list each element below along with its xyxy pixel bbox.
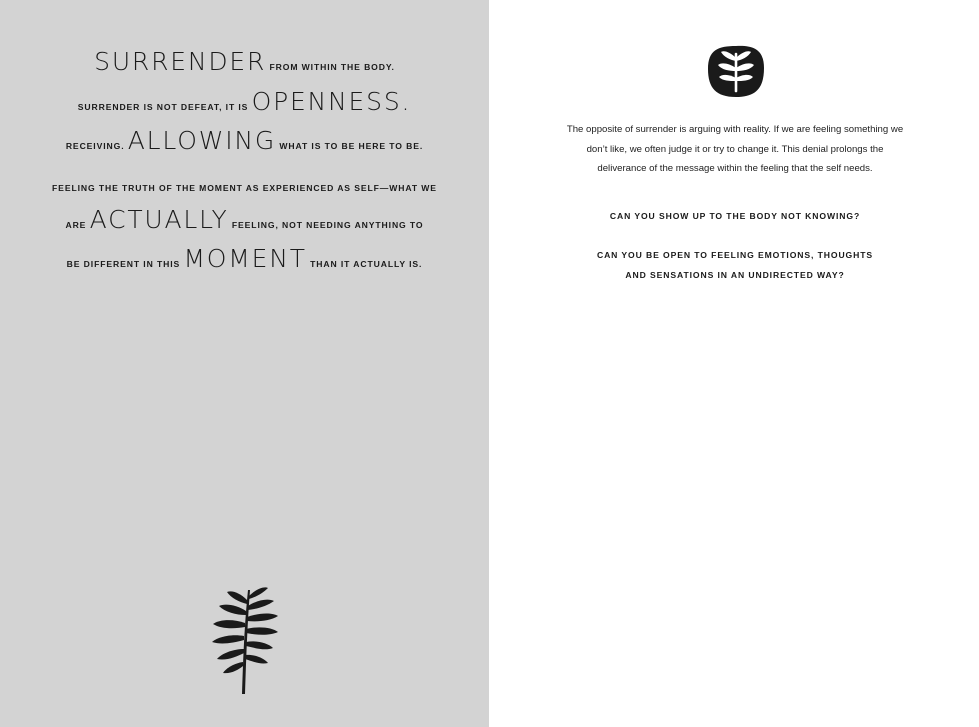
- quote-emphasis-word: SURRENDER: [94, 47, 267, 76]
- quote-line-2: [0, 87, 489, 116]
- quote-text: FEELING, NOT NEEDING ANYTHING TO: [228, 220, 424, 230]
- quote-text: BE DIFFERENT IN THIS: [66, 259, 184, 269]
- quote-emphasis-word: MOMENT: [183, 244, 307, 273]
- quote-emphasis-word: OPENNESS: [251, 87, 402, 116]
- right-page: [489, 0, 979, 727]
- quote-text: THAN IT ACTUALLY IS.: [306, 259, 423, 269]
- quote-emphasis-word: .: [401, 87, 412, 116]
- left-page: [0, 0, 489, 727]
- quote-text: SURRENDER IS NOT DEFEAT, IT IS: [77, 102, 252, 112]
- question-2-line-2: AND SENSATIONS IN AN UNDIRECTED WAY?: [625, 270, 845, 280]
- quote-emphasis-word: ALLOWING: [127, 126, 277, 155]
- quote-text: FEELING THE TRUTH OF THE MOMENT AS EXPERIENCED AS SELF—WHAT WE: [52, 183, 437, 193]
- paragraph-line: don’t like, we often judge it or try to change it. This denial prolongs the: [586, 143, 884, 155]
- question-2-line-1: CAN YOU BE OPEN TO FEELING EMOTIONS, THOUGHTS: [596, 250, 874, 260]
- leaf-badge-icon: [706, 44, 766, 98]
- quote-line-3: [0, 126, 489, 155]
- quote-text: WHAT IS TO BE HERE TO BE.: [276, 141, 424, 151]
- quote-text: RECEIVING.: [65, 141, 128, 151]
- quote-emphasis-word: ACTUALLY: [89, 205, 229, 234]
- quote-text: FROM WITHIN THE BODY.: [266, 62, 395, 72]
- paragraph-line: The opposite of surrender is arguing with reality. If we are feeling something we: [566, 124, 904, 135]
- fern-leaf-icon: [202, 584, 286, 696]
- quote-line-5: [0, 205, 489, 234]
- quote-line-4: [0, 178, 489, 196]
- question-1: CAN YOU SHOW UP TO THE BODY NOT KNOWING?: [609, 211, 861, 221]
- paragraph-line: deliverance of the message within the feeling that the self needs.: [597, 163, 873, 174]
- quote-line-1: [0, 47, 489, 76]
- body-paragraph: [540, 120, 930, 179]
- quote-text: ARE: [65, 220, 90, 230]
- quote-line-6: [0, 244, 489, 273]
